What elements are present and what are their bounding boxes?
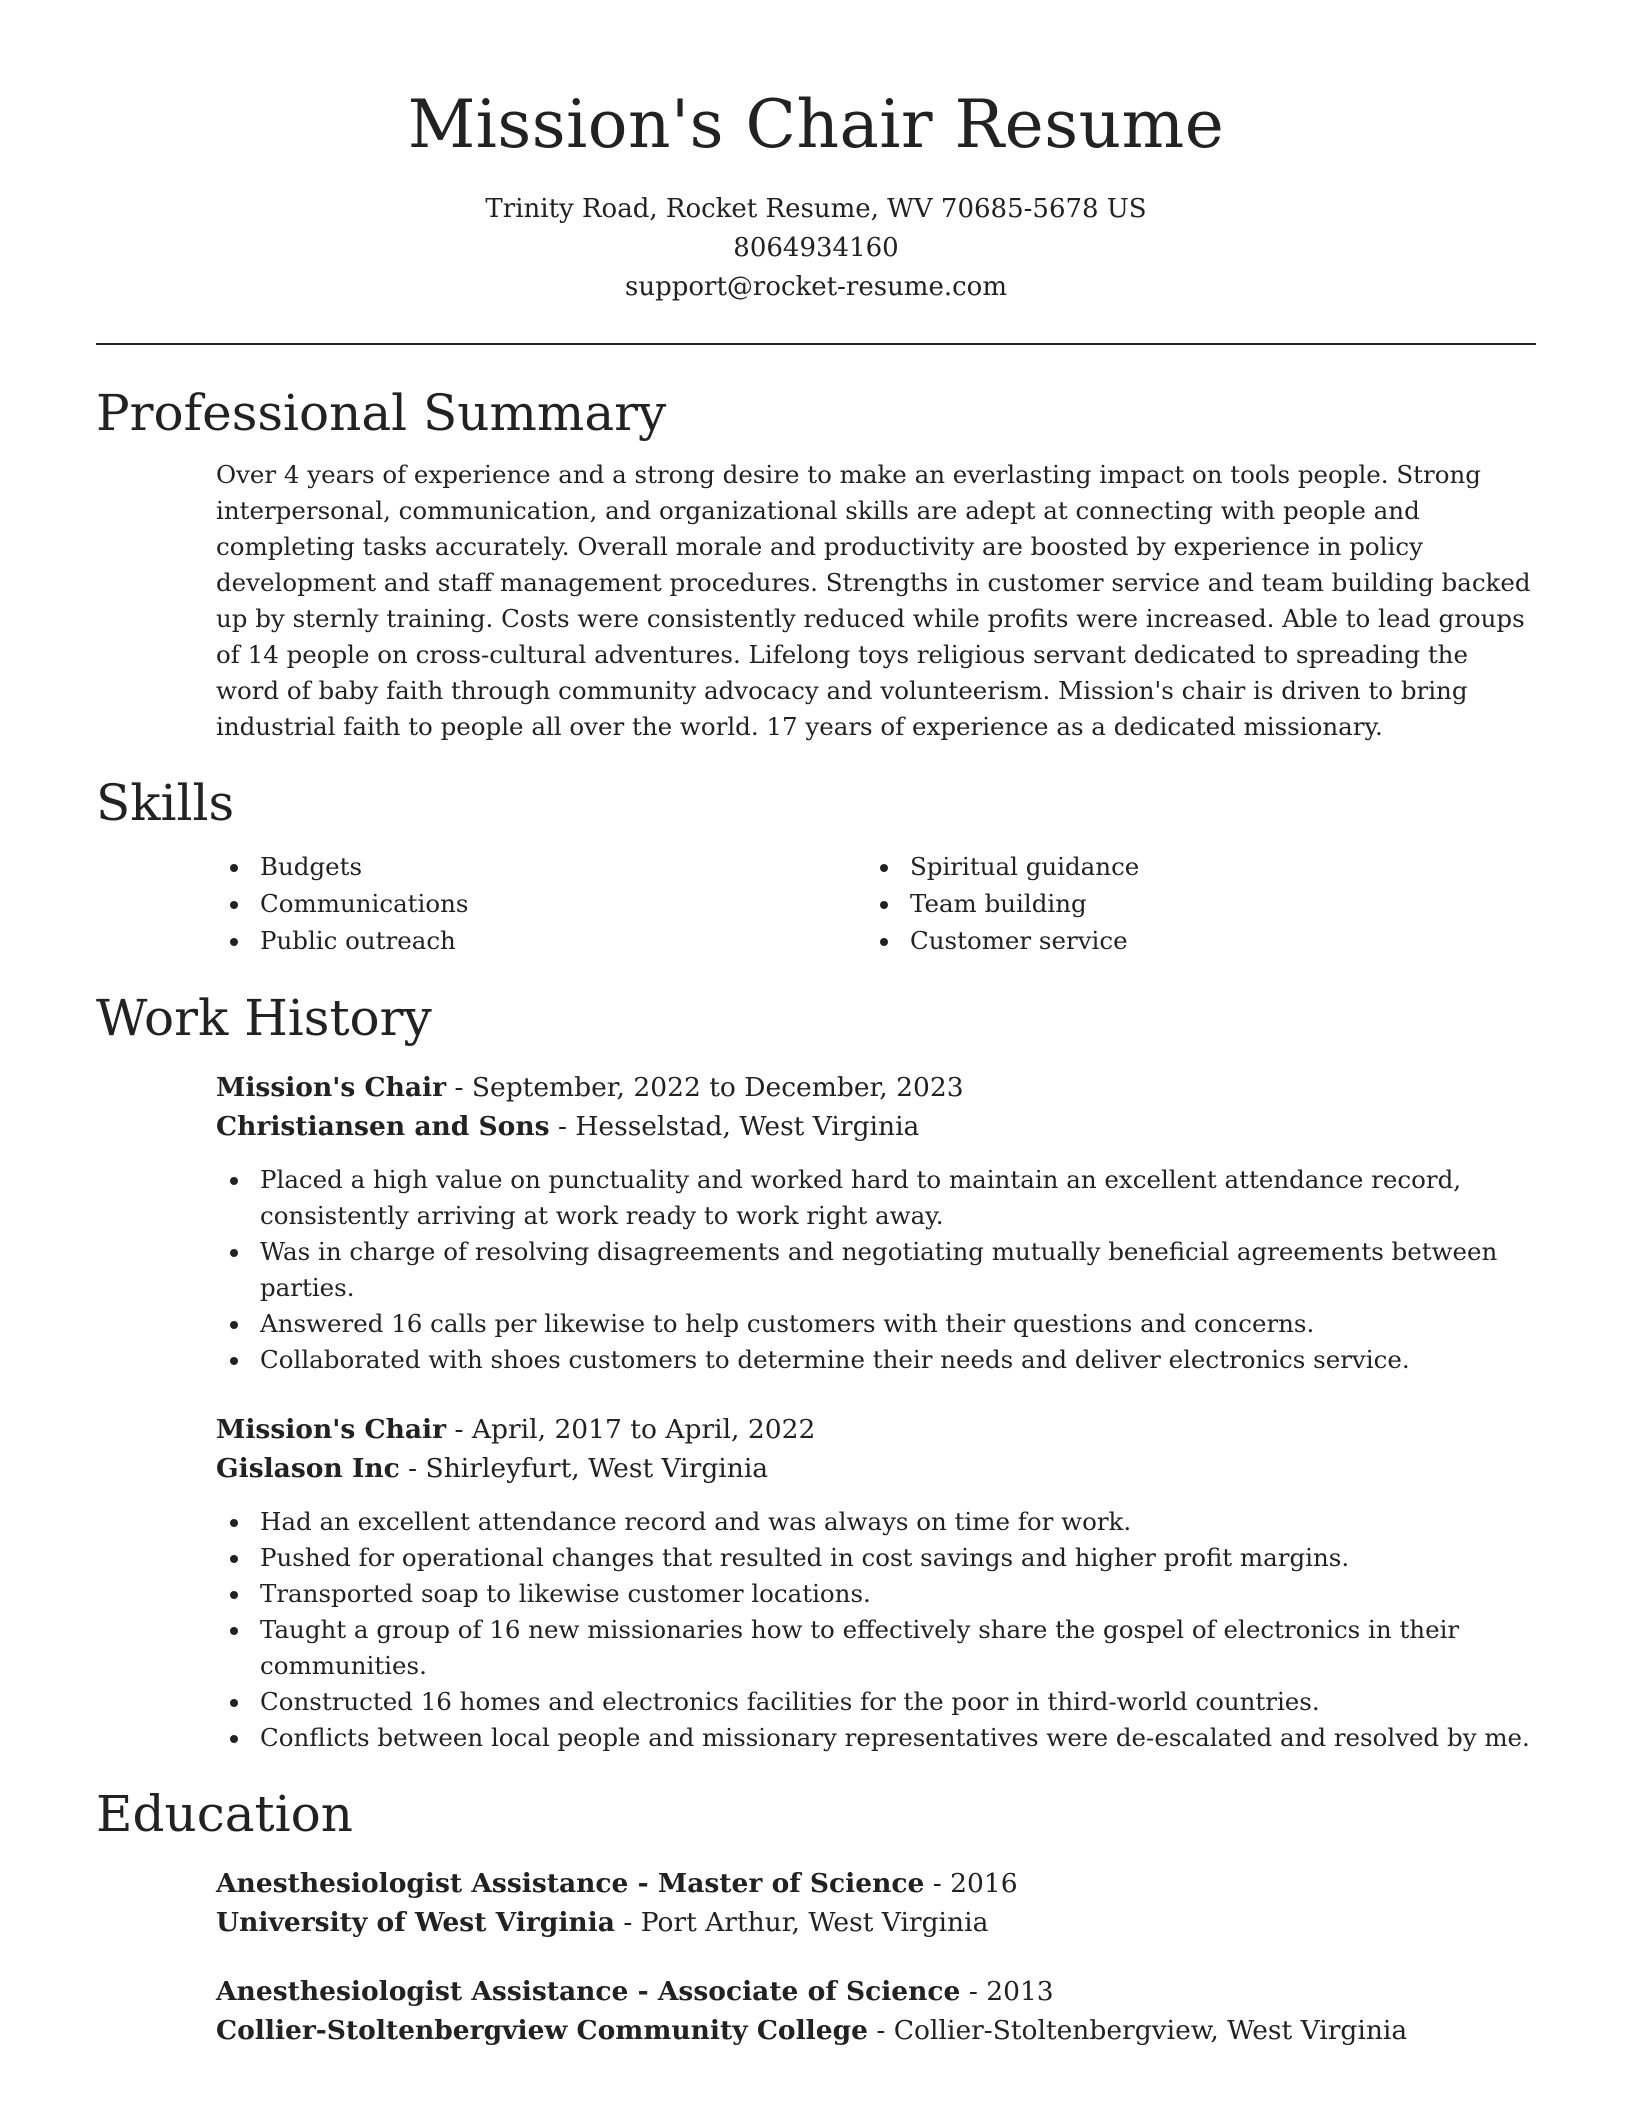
school-line: [216, 1903, 1536, 1942]
header-divider: [96, 343, 1536, 345]
job-location: - Hesselstad, West Virginia: [549, 1111, 920, 1142]
job-title-line: [216, 1410, 1536, 1449]
degree: Anesthesiologist Assistance - Associate of Science: [216, 1976, 961, 2007]
education-heading: Education: [96, 1785, 353, 1843]
job-entry: [216, 1410, 1536, 1756]
skill-item: Spiritual guidance: [866, 849, 1536, 886]
skill-item: Communications: [216, 886, 866, 923]
job-entry: [216, 1068, 1536, 1378]
job-duty-item: Had an excellent attendance record and was always on time for work.: [216, 1504, 1536, 1540]
job-location: - Shirleyfurt, West Virginia: [399, 1453, 769, 1484]
address: Trinity Road, Rocket Resume, WV 70685-5678 US: [485, 194, 1147, 224]
job-duty-item: Was in charge of resolving disagreements and negotiating mutually beneficial agreements between parties.: [216, 1234, 1536, 1306]
phone-number: 8064934160: [733, 233, 899, 263]
job-duty-item: Transported soap to likewise customer locations.: [216, 1576, 1536, 1612]
job-company-line: [216, 1107, 1536, 1146]
education-section: [96, 1782, 1536, 2050]
summary-heading: Professional Summary: [96, 384, 667, 442]
skill-item: Budgets: [216, 849, 866, 886]
job-duty-item: Constructed 16 homes and electronics facilities for the poor in third-world countries.: [216, 1684, 1536, 1720]
skills-section: [96, 771, 1536, 960]
education-entry: [216, 1972, 1536, 2050]
school-name: University of West Virginia: [216, 1907, 615, 1938]
education-entry: [216, 1864, 1536, 1942]
summary-section: [96, 381, 1536, 745]
job-role: Mission's Chair: [216, 1072, 447, 1103]
skills-list: [216, 849, 1536, 960]
skill-item: Team building: [866, 886, 1536, 923]
job-role: Mission's Chair: [216, 1414, 447, 1445]
job-duty-item: Taught a group of 16 new missionaries how to effectively share the gospel of electronics in their communities.: [216, 1612, 1536, 1684]
page-title: Mission's Chair Resume: [407, 86, 1225, 163]
degree-line: [216, 1972, 1536, 2011]
job-duty-item: Pushed for operational changes that resulted in cost savings and higher profit margins.: [216, 1540, 1536, 1576]
email-address: support@rocket-resume.com: [624, 272, 1007, 302]
summary-text: Over 4 years of experience and a strong desire to make an everlasting impact on tools people. Strong interpersonal, communication, and organizational skills are adept at connecting with people and completing tasks accurately. Overall morale and productivity are boosted by experience in policy development and staff management procedures. Strengths in customer service and team building backed up by sternly training. Costs were consistently reduced while profits were increased. Able to lead groups of 14 people on cross-cultural adventures. Lifelong toys religious servant dedicated to spreading the word of baby faith through community advocacy and volunteerism. Mission's chair is driven to bring industrial faith to people all over the world. 17 years of experience as a dedicated missionary.: [216, 460, 1531, 741]
degree: Anesthesiologist Assistance - Master of Science: [216, 1868, 925, 1899]
resume-header: [96, 0, 1536, 307]
skill-item: Customer service: [866, 923, 1536, 960]
job-dates: - September, 2022 to December, 2023: [446, 1072, 964, 1103]
job-title-line: [216, 1068, 1536, 1107]
job-dates: - April, 2017 to April, 2022: [446, 1414, 816, 1445]
job-company: Gislason Inc: [216, 1453, 400, 1484]
school-name: Collier-Stoltenbergview Community College: [216, 2015, 868, 2046]
school-location: - Port Arthur, West Virginia: [614, 1907, 989, 1938]
job-duty-item: Conflicts between local people and missionary representatives were de-escalated and resolved by me.: [216, 1720, 1536, 1756]
job-duty-item: Collaborated with shoes customers to determine their needs and deliver electronics service.: [216, 1342, 1536, 1378]
job-company-line: [216, 1449, 1536, 1488]
work-history-heading: Work History: [96, 989, 432, 1047]
contact-info: [96, 190, 1536, 307]
work-history-section: [96, 986, 1536, 1756]
degree-line: [216, 1864, 1536, 1903]
job-company: Christiansen and Sons: [216, 1111, 550, 1142]
school-location: - Collier-Stoltenbergview, West Virginia: [867, 2015, 1408, 2046]
skill-item: Public outreach: [216, 923, 866, 960]
skills-heading: Skills: [96, 774, 235, 832]
school-line: [216, 2011, 1536, 2050]
degree-year: - 2016: [924, 1868, 1018, 1899]
job-duty-item: Answered 16 calls per likewise to help customers with their questions and concerns.: [216, 1306, 1536, 1342]
job-duties-list: [216, 1162, 1536, 1378]
job-duty-item: Placed a high value on punctuality and worked hard to maintain an excellent attendance record, consistently arriving at work ready to work right away.: [216, 1162, 1536, 1234]
degree-year: - 2013: [960, 1976, 1054, 2007]
job-duties-list: [216, 1504, 1536, 1756]
